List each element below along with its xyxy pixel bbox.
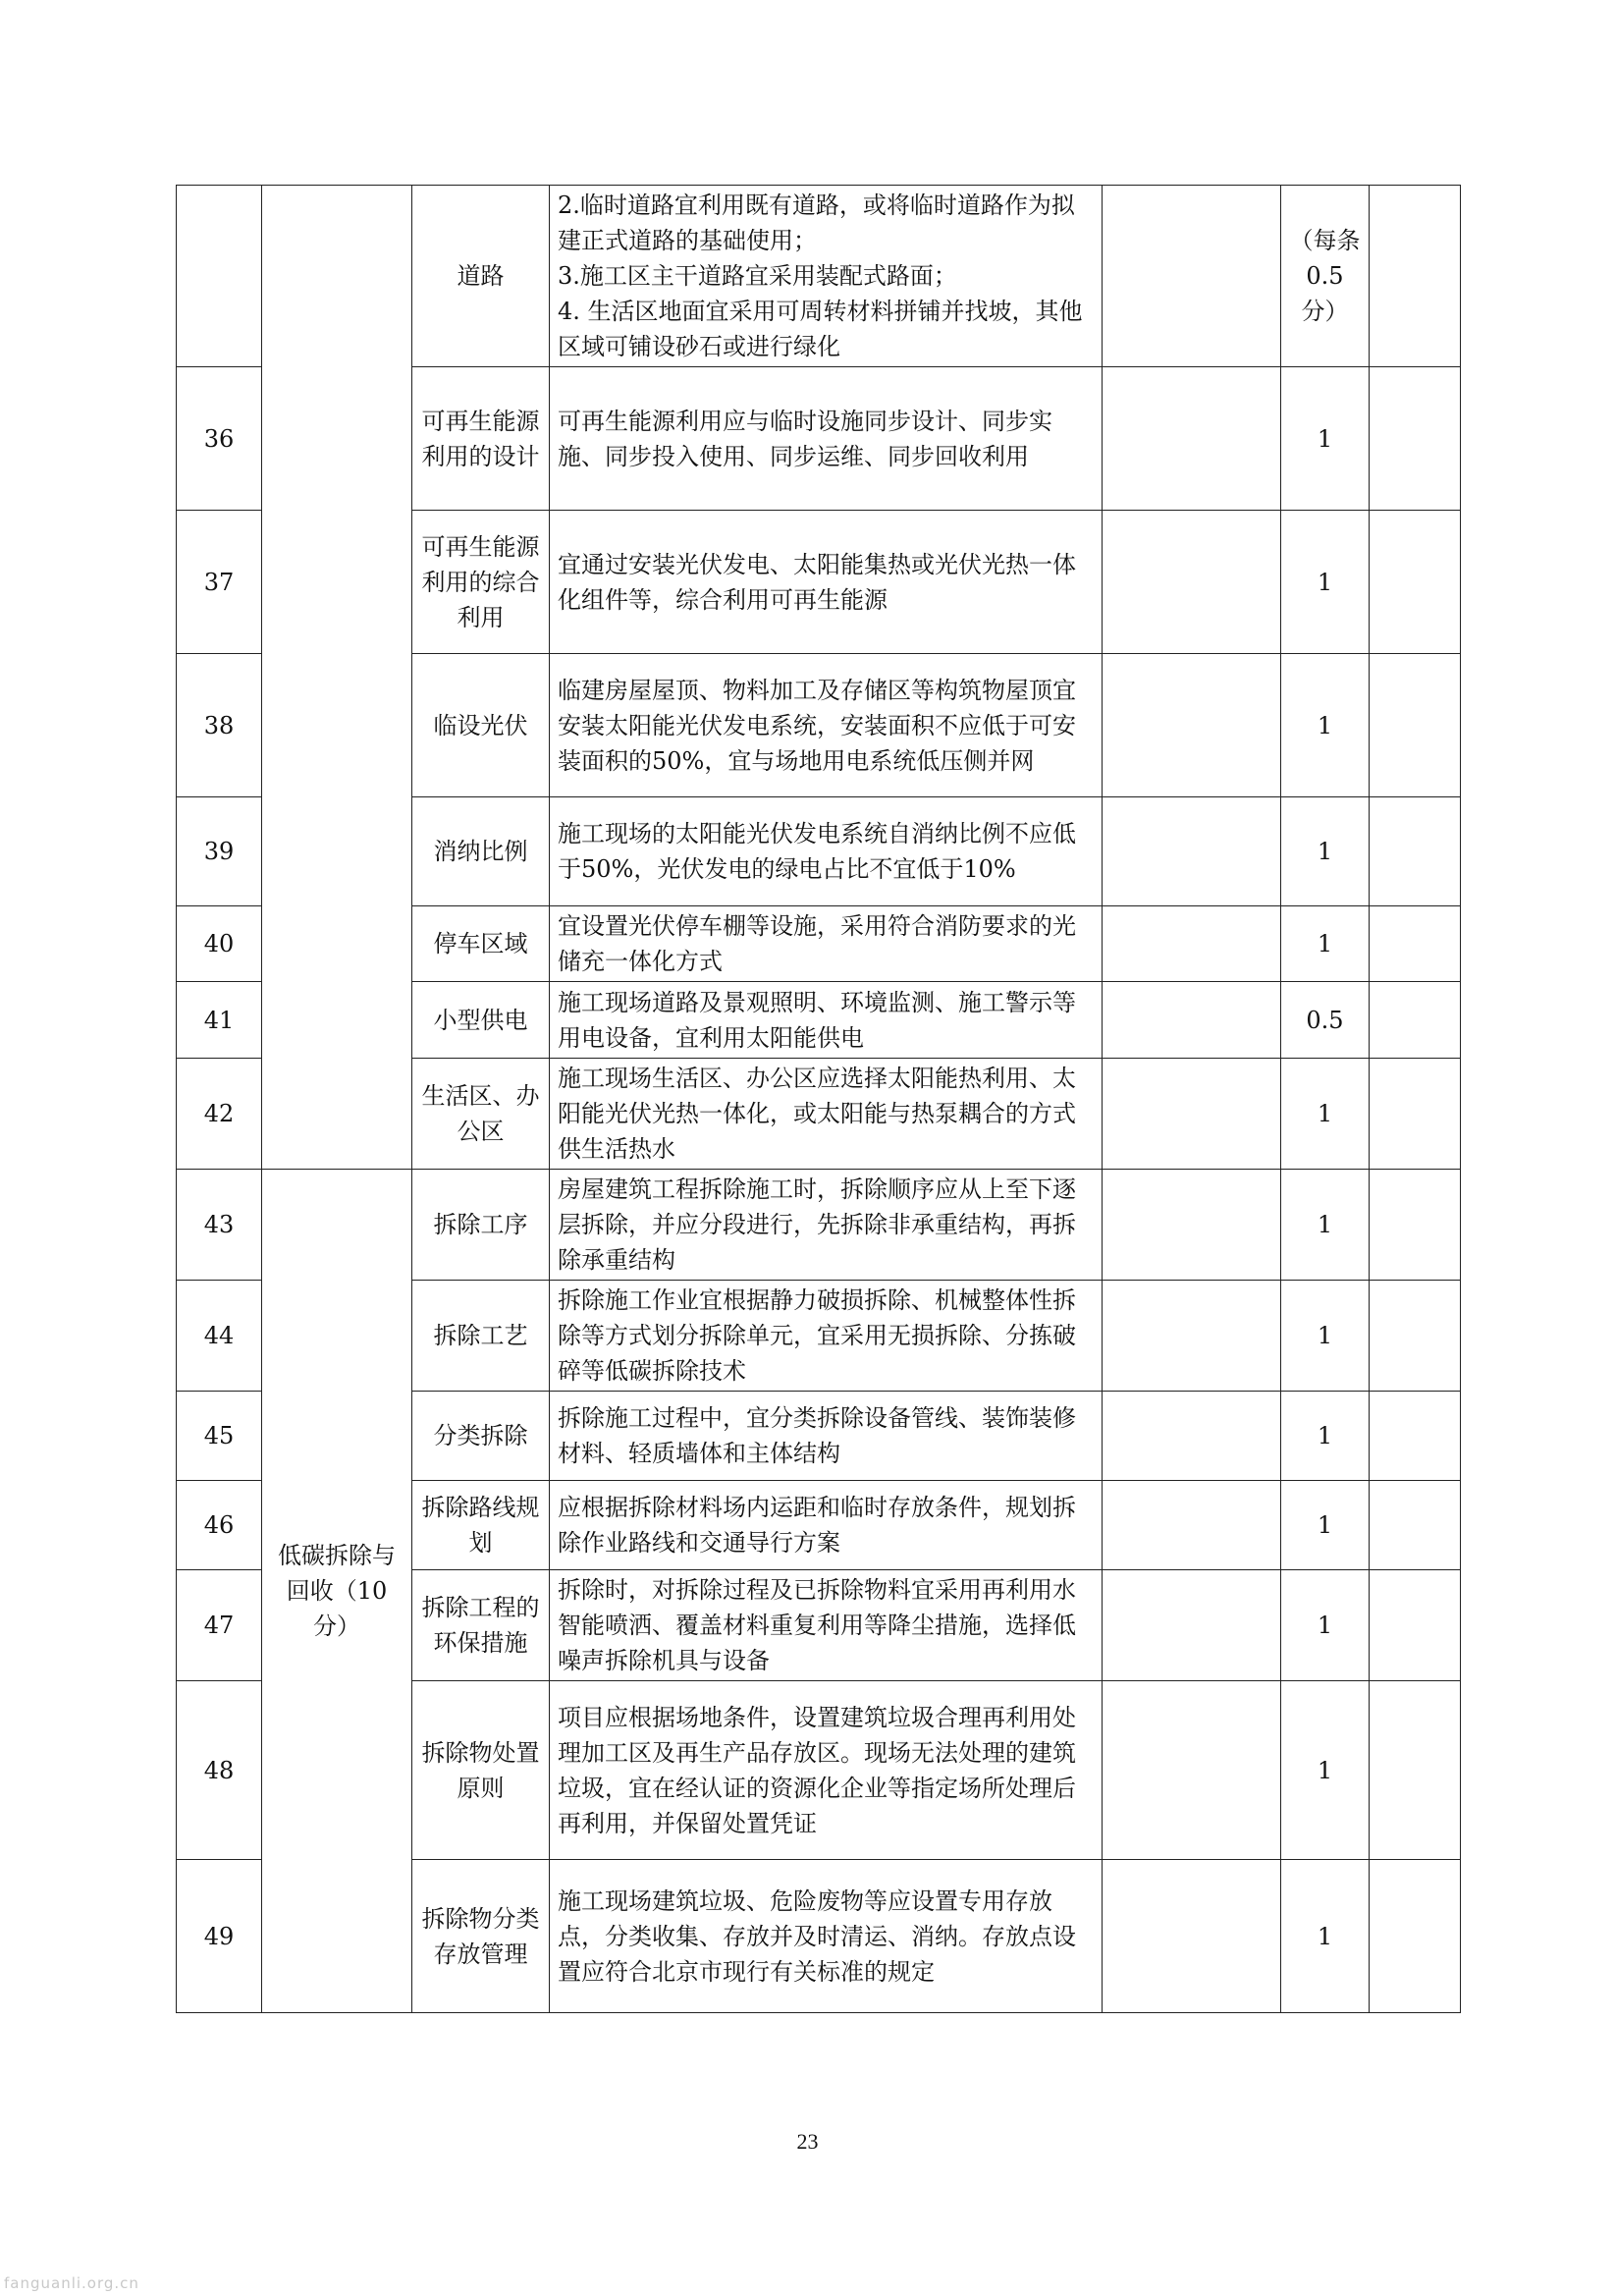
score-value: 1 — [1281, 906, 1370, 982]
row-number — [177, 186, 262, 367]
blank-cell — [1370, 186, 1461, 367]
item-name: 拆除工艺 — [412, 1281, 550, 1392]
blank-cell — [1370, 1860, 1461, 2013]
requirement-text: 临建房屋屋顶、物料加工及存储区等构筑物屋顶宜安装太阳能光伏发电系统，安装面积不应低于可安装面积的50%，宜与场地用电系统低压侧并网 — [550, 654, 1103, 797]
item-name: 拆除路线规划 — [412, 1481, 550, 1570]
score-value: （每条0.5 分） — [1281, 186, 1370, 367]
blank-cell — [1103, 1570, 1281, 1681]
score-value: 1 — [1281, 1281, 1370, 1392]
requirement-text: 可再生能源利用应与临时设施同步设计、同步实施、同步投入使用、同步运维、同步回收利用 — [550, 367, 1103, 511]
evaluation-table — [176, 185, 1461, 2013]
item-name: 可再生能源利用的综合利用 — [412, 511, 550, 654]
page-number: 23 — [796, 2129, 819, 2154]
score-value: 1 — [1281, 367, 1370, 511]
score-value: 1 — [1281, 1170, 1370, 1281]
item-name: 消纳比例 — [412, 797, 550, 906]
blank-cell — [1103, 1860, 1281, 2013]
blank-cell — [1370, 1170, 1461, 1281]
requirement-text: 应根据拆除材料场内运距和临时存放条件，规划拆除作业路线和交通导行方案 — [550, 1481, 1103, 1570]
blank-cell — [1103, 1392, 1281, 1481]
score-value: 1 — [1281, 797, 1370, 906]
score-value: 1 — [1281, 511, 1370, 654]
item-name: 分类拆除 — [412, 1392, 550, 1481]
score-value: 0.5 — [1281, 982, 1370, 1059]
watermark-text: fanguanli.org.cn — [4, 2274, 139, 2292]
blank-cell — [1370, 1481, 1461, 1570]
item-name: 拆除工程的环保措施 — [412, 1570, 550, 1681]
requirement-text: 拆除时，对拆除过程及已拆除物料宜采用再利用水智能喷洒、覆盖材料重复利用等降尘措施，选择低噪声拆除机具与设备 — [550, 1570, 1103, 1681]
table-row — [177, 186, 1461, 367]
blank-cell — [1103, 511, 1281, 654]
score-value: 1 — [1281, 654, 1370, 797]
requirement-text: 宜通过安装光伏发电、太阳能集热或光伏光热一体化组件等，综合利用可再生能源 — [550, 511, 1103, 654]
blank-cell — [1370, 511, 1461, 654]
row-number: 43 — [177, 1170, 262, 1281]
item-name: 停车区域 — [412, 906, 550, 982]
blank-cell — [1103, 1170, 1281, 1281]
blank-cell — [1370, 1281, 1461, 1392]
score-value: 1 — [1281, 1481, 1370, 1570]
row-number: 38 — [177, 654, 262, 797]
item-name: 道路 — [412, 186, 550, 367]
item-name: 生活区、办公区 — [412, 1059, 550, 1170]
blank-cell — [1103, 906, 1281, 982]
row-number: 42 — [177, 1059, 262, 1170]
row-number: 44 — [177, 1281, 262, 1392]
item-name: 小型供电 — [412, 982, 550, 1059]
item-name: 可再生能源利用的设计 — [412, 367, 550, 511]
blank-cell — [1103, 797, 1281, 906]
category-cell — [262, 186, 412, 1170]
blank-cell — [1103, 1059, 1281, 1170]
blank-cell — [1370, 1392, 1461, 1481]
score-value: 1 — [1281, 1570, 1370, 1681]
blank-cell — [1103, 1281, 1281, 1392]
score-value: 1 — [1281, 1059, 1370, 1170]
blank-cell — [1370, 906, 1461, 982]
blank-cell — [1370, 1570, 1461, 1681]
row-number: 47 — [177, 1570, 262, 1681]
row-number: 45 — [177, 1392, 262, 1481]
score-value: 1 — [1281, 1681, 1370, 1860]
requirement-text: 拆除施工过程中，宜分类拆除设备管线、装饰装修材料、轻质墙体和主体结构 — [550, 1392, 1103, 1481]
blank-cell — [1370, 982, 1461, 1059]
score-value: 1 — [1281, 1860, 1370, 2013]
row-number: 36 — [177, 367, 262, 511]
row-number: 40 — [177, 906, 262, 982]
row-number: 48 — [177, 1681, 262, 1860]
requirement-text: 房屋建筑工程拆除施工时，拆除顺序应从上至下逐层拆除，并应分段进行，先拆除非承重结构，再拆除承重结构 — [550, 1170, 1103, 1281]
requirement-text: 施工现场的太阳能光伏发电系统自消纳比例不应低于50%，光伏发电的绿电占比不宜低于10% — [550, 797, 1103, 906]
table-row — [177, 1170, 1461, 1281]
blank-cell — [1370, 654, 1461, 797]
blank-cell — [1370, 797, 1461, 906]
requirement-text: 施工现场生活区、办公区应选择太阳能热利用、太阳能光伏光热一体化，或太阳能与热泵耦合的方式供生活热水 — [550, 1059, 1103, 1170]
item-name: 临设光伏 — [412, 654, 550, 797]
blank-cell — [1103, 186, 1281, 367]
row-number: 46 — [177, 1481, 262, 1570]
row-number: 37 — [177, 511, 262, 654]
score-value: 1 — [1281, 1392, 1370, 1481]
item-name: 拆除工序 — [412, 1170, 550, 1281]
row-number: 41 — [177, 982, 262, 1059]
blank-cell — [1370, 1681, 1461, 1860]
requirement-text: 宜设置光伏停车棚等设施，采用符合消防要求的光储充一体化方式 — [550, 906, 1103, 982]
row-number: 49 — [177, 1860, 262, 2013]
item-name: 拆除物分类存放管理 — [412, 1860, 550, 2013]
blank-cell — [1103, 654, 1281, 797]
requirement-text: 拆除施工作业宜根据静力破损拆除、机械整体性拆除等方式划分拆除单元，宜采用无损拆除、分拣破碎等低碳拆除技术 — [550, 1281, 1103, 1392]
blank-cell — [1370, 1059, 1461, 1170]
requirement-text: 项目应根据场地条件，设置建筑垃圾合理再利用处理加工区及再生产品存放区。现场无法处理的建筑垃圾，宜在经认证的资源化企业等指定场所处理后再利用，并保留处置凭证 — [550, 1681, 1103, 1860]
category-cell: 低碳拆除与回收（10分） — [262, 1170, 412, 2013]
requirement-text: 施工现场建筑垃圾、危险废物等应设置专用存放点，分类收集、存放并及时清运、消纳。存放点设置应符合北京市现行有关标准的规定 — [550, 1860, 1103, 2013]
row-number: 39 — [177, 797, 262, 906]
item-name: 拆除物处置原则 — [412, 1681, 550, 1860]
blank-cell — [1103, 367, 1281, 511]
requirement-text: 2.临时道路宜利用既有道路，或将临时道路作为拟建正式道路的基础使用； 3.施工区主干道路宜采用装配式路面； 4. 生活区地面宜采用可周转材料拼铺并找坡，其他区域可铺设砂石或进行绿化 — [550, 186, 1103, 367]
requirement-text: 施工现场道路及景观照明、环境监测、施工警示等用电设备，宜利用太阳能供电 — [550, 982, 1103, 1059]
blank-cell — [1103, 1681, 1281, 1860]
blank-cell — [1103, 1481, 1281, 1570]
blank-cell — [1370, 367, 1461, 511]
blank-cell — [1103, 982, 1281, 1059]
